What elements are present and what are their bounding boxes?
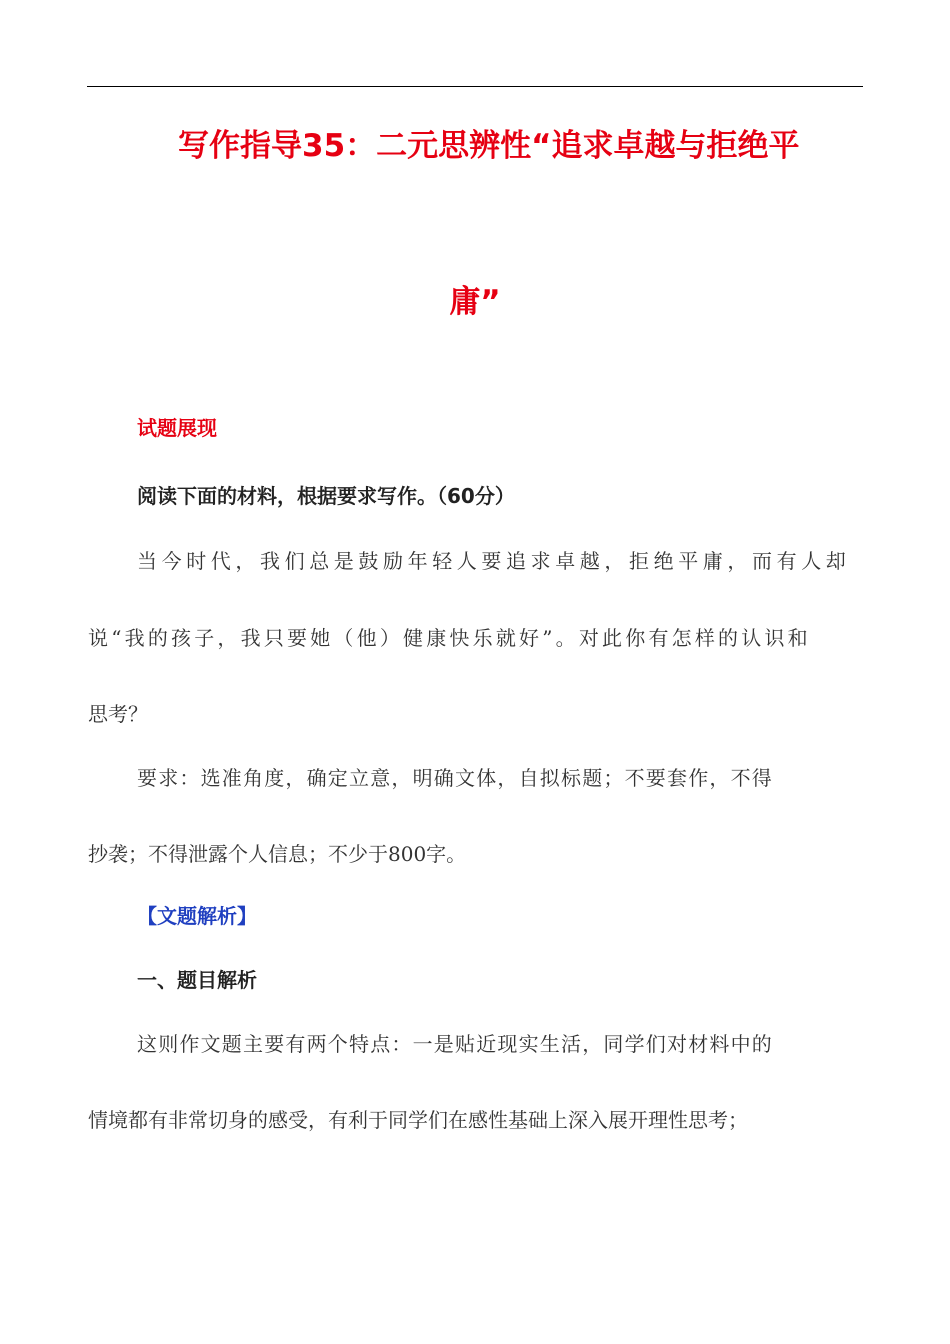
document-title-line-1: 写作指导35：二元思辨性“追求卓越与拒绝平 — [178, 128, 800, 164]
subheading-topic-analysis: 一、题目解析 — [137, 968, 257, 992]
analysis-line-2: 情境都有非常切身的感受，有利于同学们在感性基础上深入展开理性思考； — [88, 1108, 748, 1132]
requirements-line-1: 要求：选准角度，确定立意，明确文体，自拟标题；不要套作，不得 — [137, 766, 773, 790]
section-heading-exam: 试题展现 — [137, 416, 217, 440]
material-line-2: 说“我的孩子，我只要她（他）健康快乐就好”。对此你有怎样的认识和 — [88, 626, 811, 650]
header-rule — [87, 86, 863, 87]
document-title-line-2: 庸” — [449, 284, 501, 320]
analysis-line-1: 这则作文题主要有两个特点：一是贴近现实生活，同学们对材料中的 — [137, 1032, 773, 1056]
instruction-text: 阅读下面的材料，根据要求写作。（60分） — [137, 484, 515, 508]
material-line-3: 思考？ — [88, 702, 148, 726]
requirements-line-2: 抄袭；不得泄露个人信息；不少于800字。 — [88, 842, 467, 866]
analysis-heading: 【文题解析】 — [137, 904, 257, 928]
material-line-1: 当今时代，我们总是鼓励年轻人要追求卓越，拒绝平庸，而有人却 — [137, 549, 851, 573]
